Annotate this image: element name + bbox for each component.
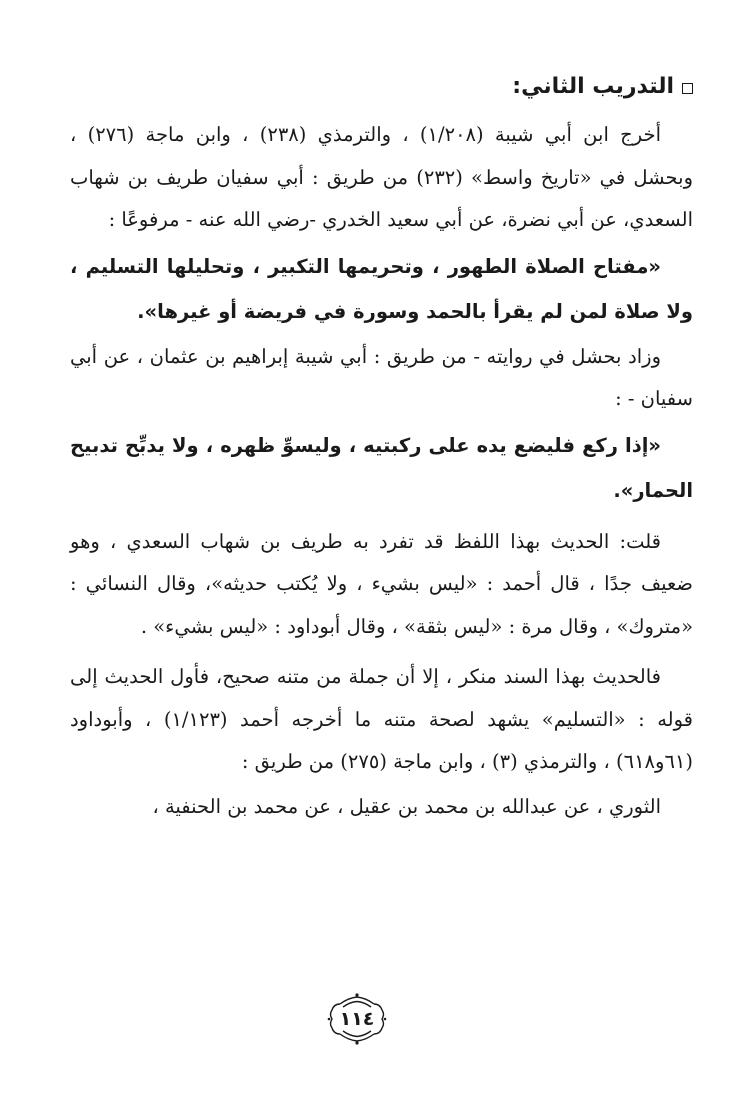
page-number-ornament — [326, 992, 388, 1046]
paragraph-addition: وزاد بحشل في روايته - من طريق : أبي شيبة إبراهيم بن عثمان ، عن أبي سفيان - : — [70, 344, 693, 410]
quote-hadith-text: «مفتاح الصلاة الطهور ، وتحريمها التكبير ، وتحليلها التسليم ، ولا صلاة لمن لم يقرأ بالحمد وسورة في فريضة أو غيرها». — [70, 254, 693, 323]
paragraph-chain: الثوري ، عن عبدالله بن محمد بن عقيل ، عن محمد بن الحنفية ، — [152, 794, 661, 818]
paragraph-commentary: قلت: الحديث بهذا اللفظ قد تفرد به طريف بن شهاب السعدي ، وهو ضعيف جدًا ، قال أحمد : «ليس بشيء ، ولا يُكتب حديثه»، وقال النسائي : «متروك» ، وقال مرة : «ليس بثقة» ، وقال أبوداود : «ليس بشيء» . — [70, 529, 693, 638]
square-bullet-icon — [682, 83, 693, 94]
paragraph-hadith-source: أخرج ابن أبي شيبة (١/٢٠٨) ، والترمذي (٢٣٨) ، وابن ماجة (٢٧٦) ، وبحشل في «تاريخ واسط» (٢٣٢) من طريق : أبي سفيان طريف بن شهاب السعدي، عن أبي نضرة، عن أبي سعيد الخدري -رضي الله عنه - مرفوعًا : — [70, 123, 693, 231]
page-number: ١١٤ — [339, 1008, 375, 1030]
paragraph-ruling: فالحديث بهذا السند منكر ، إلا أن جملة من متنه صحيح، فأول الحديث إلى قوله : «التسليم» يشهد لصحة متنه ما أخرجه أحمد (١/١٢٣) ، وأبوداود (٦١و٦١٨) ، والترمذي (٣) ، وابن ماجة (٢٧٥) من طريق : — [70, 665, 693, 773]
quote-addition-text: «إذا ركع فليضع يده على ركبتيه ، وليسوِّ ظهره ، ولا يدبِّح تدبيح الحمار». — [70, 433, 693, 502]
page-body — [70, 64, 693, 828]
section-heading-text: التدريب الثاني: — [512, 73, 674, 99]
section-heading — [70, 64, 693, 108]
